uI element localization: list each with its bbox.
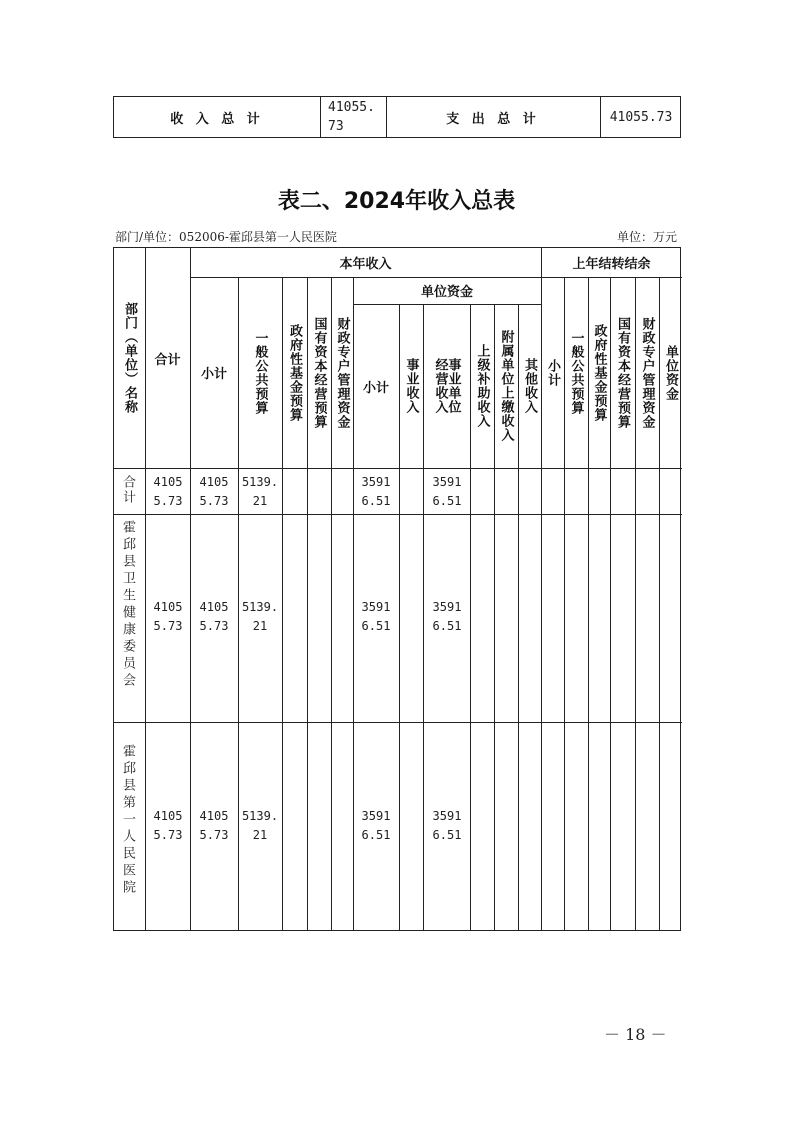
income-table (113, 247, 681, 931)
header-superior-subsidy: 上级补助收入 (474, 344, 490, 428)
row-fh-general-budget: 5139.21 (241, 809, 279, 842)
header-total: 合计 (154, 352, 181, 368)
row-total-total: 41055.73 (153, 475, 183, 508)
header-gov-fund: 政府性基金预算 (287, 323, 302, 422)
income-expense-summary (113, 96, 681, 138)
header-other-income: 其他收入 (522, 358, 537, 414)
header-pb-subtotal: 小计 (545, 358, 560, 387)
header-pb-fiscal-special: 财政专户管理资金 (639, 316, 655, 429)
row-hc-operating-income: 35916.51 (432, 600, 462, 633)
row-total-operating-income: 35916.51 (432, 475, 462, 508)
header-prior-balance: 上年结转结余 (572, 257, 651, 272)
row-total-uf-subtotal: 35916.51 (361, 475, 391, 508)
row-fh-cy-subtotal: 41055.73 (199, 809, 229, 842)
header-pb-unit-funds: 单位资金 (663, 344, 678, 401)
header-uf-subtotal: 小计 (362, 380, 389, 396)
expense-total-value: 41055.73 (609, 109, 673, 125)
row-fh-operating-income: 35916.51 (432, 809, 462, 842)
header-fiscal-special: 财政专户管理资金 (334, 316, 350, 429)
row-total-cy-subtotal: 41055.73 (199, 475, 229, 508)
row-hc-general-budget: 5139.21 (241, 600, 279, 633)
row-fh-uf-subtotal: 35916.51 (361, 809, 391, 842)
header-current-year-income: 本年收入 (339, 257, 392, 272)
income-total-label: 收 入 总 计 (170, 111, 264, 127)
header-pb-general: 一般公共预算 (568, 330, 584, 415)
header-unit-funds: 单位资金 (420, 285, 473, 300)
row-hc-total: 41055.73 (153, 600, 183, 633)
page-number: － 18 － (604, 1025, 667, 1044)
department-label: 部门/单位：052006-霍邱县第一人民医院 (115, 230, 337, 244)
header-cy-subtotal: 小计 (200, 367, 227, 382)
row-name-total: 合计 (120, 475, 135, 505)
row-hc-cy-subtotal: 41055.73 (199, 600, 229, 633)
header-affiliated-remit: 附属单位上缴收入 (498, 330, 514, 442)
row-hc-uf-subtotal: 35916.51 (361, 600, 391, 633)
header-business-income: 事业收入 (403, 358, 419, 414)
header-pb-state-capital: 国有资本经营预算 (615, 316, 630, 429)
row-name-health-commission: 霍邱县卫生健康委员会 (120, 520, 135, 690)
row-name-first-hospital: 霍邱县第一人民医院 (120, 744, 135, 897)
row-total-general-budget: 5139.21 (241, 475, 279, 508)
income-total-value: 41055.73 (328, 100, 375, 134)
header-operating-income: 事业单位经营收入 (432, 358, 461, 414)
header-general-budget: 一般公共预算 (252, 330, 268, 415)
expense-total-label: 支 出 总 计 (446, 111, 540, 127)
header-pb-gov-fund: 政府性基金预算 (591, 323, 607, 422)
page-title: 表二、2024年收入总表 (277, 189, 516, 214)
header-dept-name: 部门（单位）名称 (122, 302, 137, 414)
row-fh-total: 41055.73 (153, 809, 183, 842)
unit-label: 单位：万元 (616, 230, 677, 244)
header-state-capital: 国有资本经营预算 (311, 316, 327, 429)
